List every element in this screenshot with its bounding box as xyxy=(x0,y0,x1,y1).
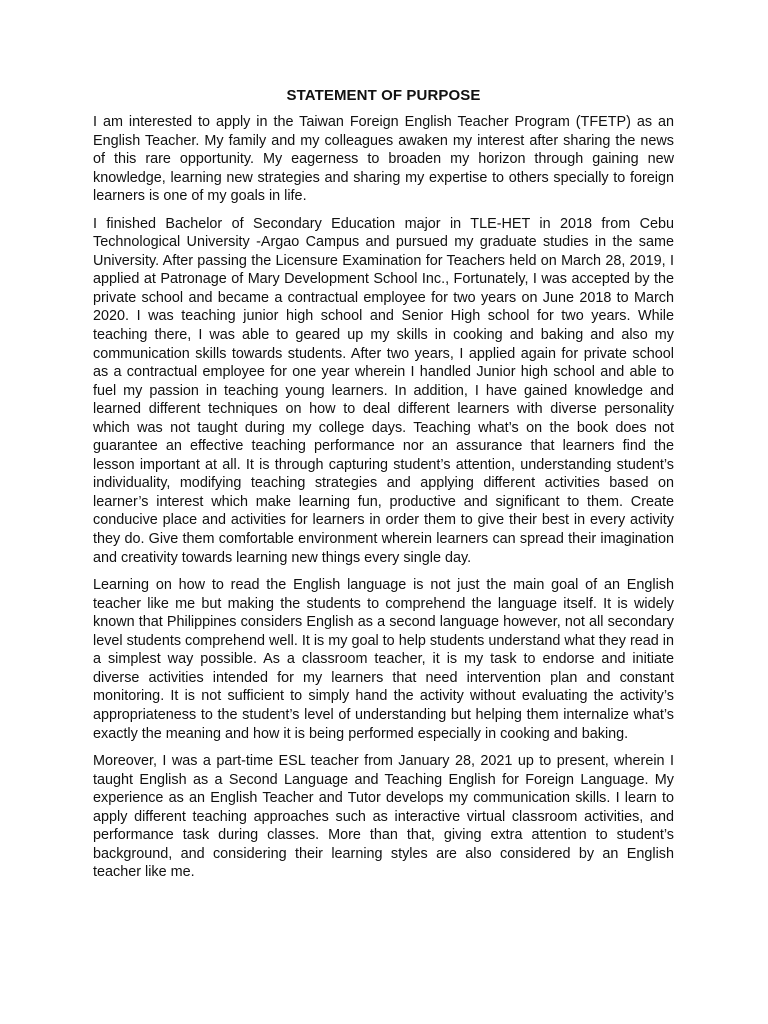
paragraph-esl-experience: Moreover, I was a part-time ESL teacher from January 28, 2021 up to present, wherein I taught English as a Second Language and Teaching English for Foreign Language. My experience as an English Teacher and Tutor develops my communication skills. I learn to apply different teaching approaches such as interactive virtual classroom activities, and performance task during classes. More than that, giving extra attention to student’s background, and considering their learning styles are also considered by an English teacher like me. xyxy=(93,753,674,881)
document-title: STATEMENT OF PURPOSE xyxy=(286,87,481,104)
paragraph-education-experience: I finished Bachelor of Secondary Education major in TLE-HET in 2018 from Cebu Technological University -Argao Campus and pursued my graduate studies in the same University. After passing the Licensure Examination for Teachers held on March 28, 2019, I applied at Patronage of Mary Development School Inc., Fortunately, I was accepted by the private school and became a contractual employee for two years on June 2018 to March 2020. I was teaching junior high school and Senior High school for two years. While teaching there, I was able to geared up my skills in cooking and baking and also my communication skills towards students. After two years, I applied again for private school as a contractual employee for one year wherein I handled Junior high school and able to fuel my passion in teaching young learners. In addition, I have gained knowledge and learned different techniques on how to deal different learners with diverse personality which was not taught during my college days. Teaching what’s on the book does not guarantee an effective teaching performance nor an assurance that learners find the lesson important at all. It is through capturing student’s attention, understanding student’s individuality, modifying teaching strategies and applying different activities based on learner’s interest which make learning fun, productive and significant to them. Create conducive place and activities for learners in order them to give their best in every activity they do. Give them comfortable environment wherein learners can spread their imagination and creativity towards learning new things every single day. xyxy=(93,215,674,566)
paragraph-teaching-goals: Learning on how to read the English language is not just the main goal of an English teacher like me but making the students to comprehend the language itself. It is widely known that Philippines considers English as a second language however, not all secondary level students comprehend well. It is my goal to help students understand what they read in a simplest way possible. As a classroom teacher, it is my task to endorse and initiate diverse activities intended for my learners that need intervention plan and constant monitoring. It is not sufficient to simply hand the activity without evaluating the activity’s appropriateness to the student’s level of understanding but helping them internalize what’s exactly the meaning and how it is being performed especially in cooking and baking. xyxy=(93,577,674,742)
paragraph-intro: I am interested to apply in the Taiwan Foreign English Teacher Program (TFETP) as an English Teacher. My family and my colleagues awaken my interest after sharing the news of this rare opportunity. My eagerness to broaden my horizon through gaining new knowledge, learning new strategies and sharing my expertise to others specially to foreign learners is one of my goals in life. xyxy=(93,114,674,205)
